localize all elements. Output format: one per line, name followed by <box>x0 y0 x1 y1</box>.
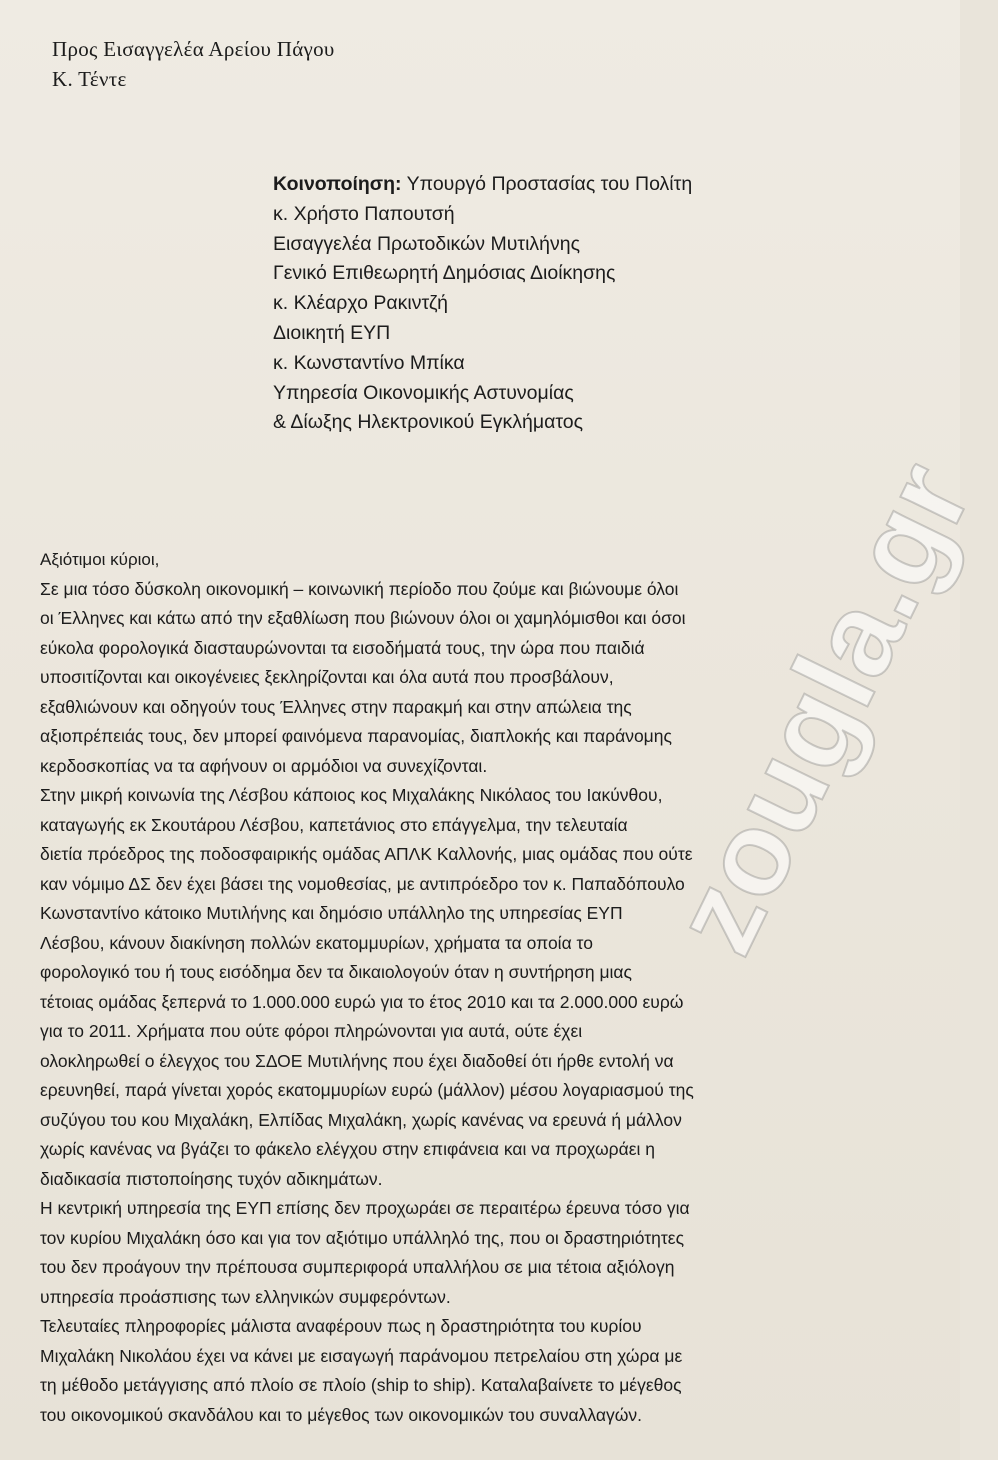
letter-body <box>40 545 920 1430</box>
body-line: για το 2011. Χρήματα που ούτε φόροι πληρώνονται για αυτά, ούτε έχει <box>40 1021 583 1041</box>
body-line: Σε μια τόσο δύσκολη οικονομική – κοινωνική περίοδο που ζούμε και βιώνουμε όλοι <box>40 578 679 599</box>
body-line: υποσιτίζονται και οικογένειες ξεκληρίζονται και όλα αυτά που προσβάλουν, <box>40 667 614 687</box>
body-line: Στην μικρή κοινωνία της Λέσβου κάποιος κος Μιχαλάκης Νικόλαος του Ιακύνθου, <box>40 785 663 805</box>
recipient-block <box>52 34 335 94</box>
body-line: εξαθλιώνουν και οδηγούν τους Έλληνες στην παρακμή και στην απώλεια της <box>40 696 632 717</box>
body-line: Η κεντρική υπηρεσία της ΕΥΠ επίσης δεν προχωράει σε περαιτέρω έρευνα τόσο για <box>40 1198 690 1218</box>
body-line: Μιχαλάκη Νικολάου έχει να κάνει με εισαγωγή παράνομου πετρελαίου στη χώρα με <box>40 1345 683 1366</box>
cc-label: Κοινοποίηση: <box>273 173 402 195</box>
body-line: Κωνσταντίνο κάτοικο Μυτιλήνης και δημόσιο υπάλληλο της υπηρεσίας ΕΥΠ <box>40 903 623 923</box>
body-line: υπηρεσία προάσπισης των ελληνικών συμφερόντων. <box>40 1286 451 1307</box>
body-line: ολοκληρωθεί ο έλεγχος του ΣΔΟΕ Μυτιλήνης που έχει διαδοθεί ότι ήρθε εντολή να <box>40 1050 674 1071</box>
body-line: συζύγου του κου Μιχαλάκη, Ελπίδας Μιχαλάκη, χωρίς κανένας να ερευνά ή μάλλον <box>40 1109 682 1130</box>
cc-first-line <box>273 170 692 200</box>
cc-line: Γενικό Επιθεωρητή Δημόσιας Διοίκησης <box>273 262 616 285</box>
cc-line: Εισαγγελέα Πρωτοδικών Μυτιλήνης <box>273 232 580 255</box>
cc-line: & Δίωξης Ηλεκτρονικού Εγκλήματος <box>273 411 584 434</box>
cc-line: κ. Κλέαρχο Ρακιντζή <box>273 292 449 315</box>
cc-line: κ. Κωνσταντίνο Μπίκα <box>273 351 465 374</box>
body-line: καν νόμιμο ΔΣ δεν έχει βάσει της νομοθεσίας, με αντιπρόεδρο τον κ. Παπαδόπουλο <box>40 873 685 894</box>
watermark: zougla.gr <box>647 443 997 973</box>
cc-block <box>273 170 692 438</box>
body-line: φορολογικό του ή τους εισόδημα δεν τα δικαιολογούν όταν η συντήρηση μιας <box>40 962 632 982</box>
body-line: τη μέθοδο μετάγγισης από πλοίο σε πλοίο (ship to ship). Καταλαβαίνετε το μέγεθος <box>40 1375 682 1395</box>
body-line: ερευνηθεί, παρά γίνεται χορός εκατομμυρίων ευρώ (μάλλον) μέσου λογαριασμού της <box>40 1080 694 1100</box>
body-line: εύκολα φορολογικά διασταυρώνονται τα εισοδήματά τους, την ώρα που παιδιά <box>40 637 645 658</box>
body-line: τέτοιας ομάδας ξεπερνά το 1.000.000 ευρώ για το έτος 2010 και τα 2.000.000 ευρώ <box>40 991 684 1012</box>
recipient-line: Κ. Τέντε <box>52 67 127 91</box>
body-line: του οικονομικού σκανδάλου και το μέγεθος των οικονομικών του συναλλαγών. <box>40 1404 642 1425</box>
body-line: διετία πρόεδρος της ποδοσφαιρικής ομάδας ΑΠΛΚ Καλλονής, μιας ομάδας που ούτε <box>40 844 693 864</box>
body-line: καταγωγής εκ Σκουτάρου Λέσβου, καπετάνιος στο επάγγελμα, την τελευταία <box>40 814 628 835</box>
body-line: κερδοσκοπίας να τα αφήνουν οι αρμόδιοι να συνεχίζονται. <box>40 755 488 776</box>
body-line: αξιοπρέπειάς τους, δεν μπορεί φαινόμενα παρανομίας, διαπλοκής και παράνομης <box>40 726 672 746</box>
recipient-line: Προς Εισαγγελέα Αρείου Πάγου <box>52 37 335 61</box>
body-line: Τελευταίες πληροφορίες μάλιστα αναφέρουν πως η δραστηριότητα του κυρίου <box>40 1316 642 1336</box>
cc-line: Υπηρεσία Οικονομικής Αστυνομίας <box>273 381 574 404</box>
body-line: χωρίς κανένας να βγάζει το φάκελο ελέγχου στην επιφάνεια και να προχωράει η <box>40 1139 656 1159</box>
body-line: Λέσβου, κάνουν διακίνηση πολλών εκατομμυρίων, χρήματα τα οποία το <box>40 932 593 953</box>
cc-first-recipient: Υπουργό Προστασίας του Πολίτη <box>406 173 693 195</box>
body-line: τον κυρίου Μιχαλάκη όσο και για τον αξιότιμο υπάλληλό της, που οι δραστηριότητες <box>40 1227 685 1248</box>
cc-line: κ. Χρήστο Παπουτσή <box>273 202 455 225</box>
cc-line: Διοικητή ΕΥΠ <box>273 321 391 344</box>
body-line: του δεν προάγουν την πρέπουσα συμπεριφορά υπαλλήλου σε μια τέτοια αξιόλογη <box>40 1257 675 1277</box>
greeting: Αξιότιμοι κύριοι, <box>40 550 160 569</box>
body-line: διαδικασία πιστοποίησης τυχόν αδικημάτων. <box>40 1168 383 1189</box>
body-line: οι Έλληνες και κάτω από την εξαθλίωση που βιώνουν όλοι οι χαμηλόμισθοι και όσοι <box>40 608 686 628</box>
